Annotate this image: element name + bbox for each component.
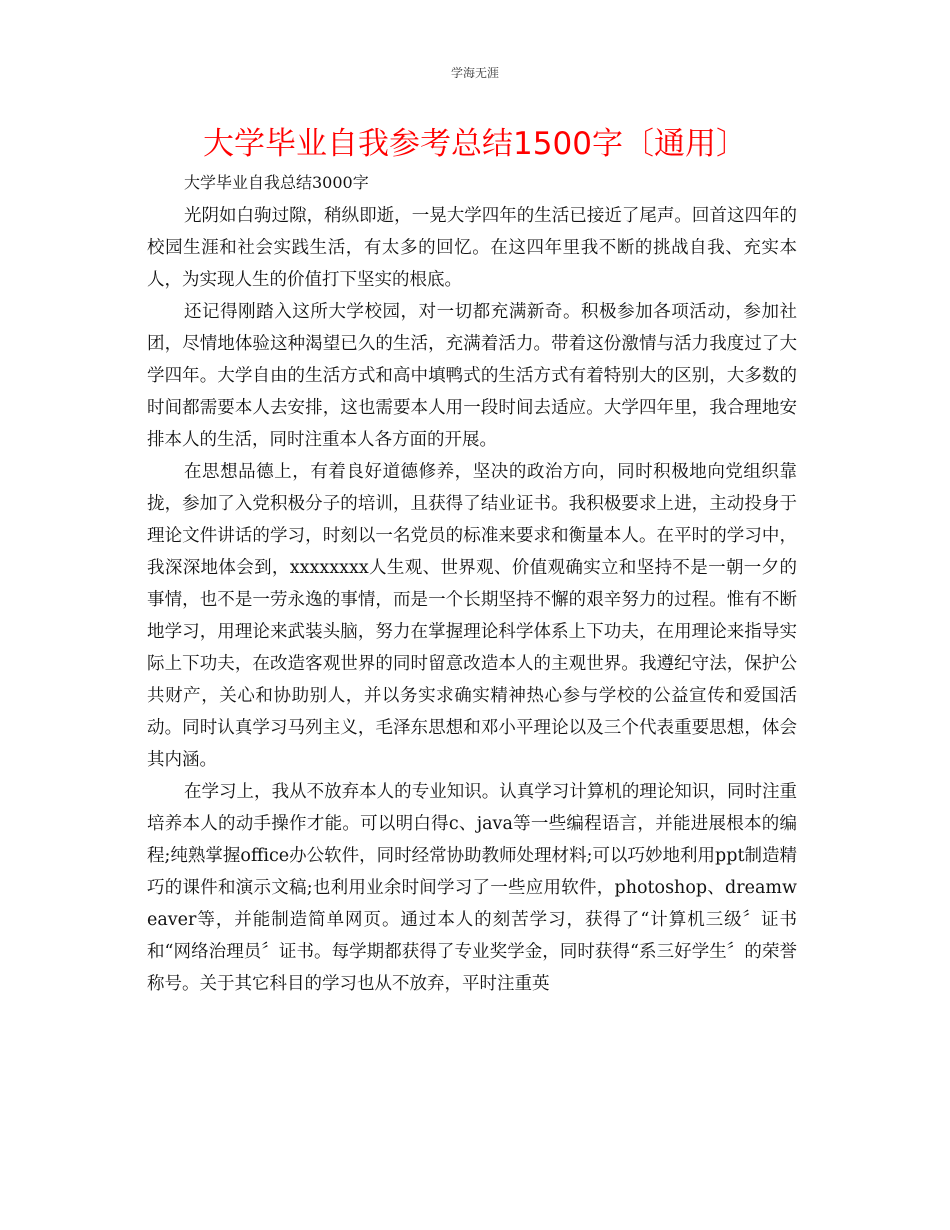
paragraph: 光阴如白驹过隙，稍纵即逝，一晃大学四年的生活已接近了尾声。回首这四年的校园生涯和社会实践生活，有太多的回忆。在这四年里我不断的挑战自我、充实本人，为实现人生的价值打下坚实的根底。	[147, 206, 797, 290]
document-subtitle: 大学毕业自我总结3000字	[184, 173, 369, 192]
document-body	[147, 200, 797, 1000]
page-header: 学海无涯	[450, 66, 499, 80]
paragraph: 还记得刚踏入这所大学校园，对一切都充满新奇。积极参加各项活动，参加社团，尽情地体验这种渴望已久的生活，充满着活力。带着这份激情与活力我度过了大学四年。大学自由的生活方式和高中填鸭式的生活方式有着特别大的区别，大多数的时间都需要本人去安排，这也需要本人用一段时间去适应。大学四年里，我合理地安排本人的生活，同时注重本人各方面的开展。	[147, 302, 797, 450]
document-title: 大学毕业自我参考总结1500字〔通用〕	[203, 126, 747, 162]
paragraph: 在学习上，我从不放弃本人的专业知识。认真学习计算机的理论知识，同时注重培养本人的动手操作才能。可以明白得c、java等一些编程语言，并能进展根本的编程;纯熟掌握office办公软件，同时经常协助教师处理材料;可以巧妙地利用ppt制造精巧的课件和演示文稿;也利用业余时间学习了一些应用软件，photoshop、dreamweaver等，并能制造简单网页。通过本人的刻苦学习，获得了“计算机三级〞证书和“网络治理员〞证书。每学期都获得了专业奖学金，同时获得“系三好学生〞的荣誉称号。关于其它科目的学习也从不放弃，平时注重英	[147, 782, 797, 994]
paragraph: 在思想品德上，有着良好道德修养，坚决的政治方向，同时积极地向党组织靠拢，参加了入党积极分子的培训，且获得了结业证书。我积极要求上进，主动投身于理论文件讲话的学习，时刻以一名党员的标准来要求和衡量本人。在平时的学习中，我深深地体会到，xxxxxxxx人生观、世界观、价值观确实立和坚持不是一朝一夕的事情，也不是一劳永逸的事情，而是一个长期坚持不懈的艰辛努力的过程。惟有不断地学习，用理论来武装头脑，努力在掌握理论科学体系上下功夫，在用理论来指导实际上下功夫，在改造客观世界的同时留意改造本人的主观世界。我遵纪守法，保护公共财产，关心和协助别人，并以务实求确实精神热心参与学校的公益宣传和爱国活动。同时认真学习马列主义，毛泽东思想和邓小平理论以及三个代表重要思想，体会其内涵。	[147, 462, 797, 770]
